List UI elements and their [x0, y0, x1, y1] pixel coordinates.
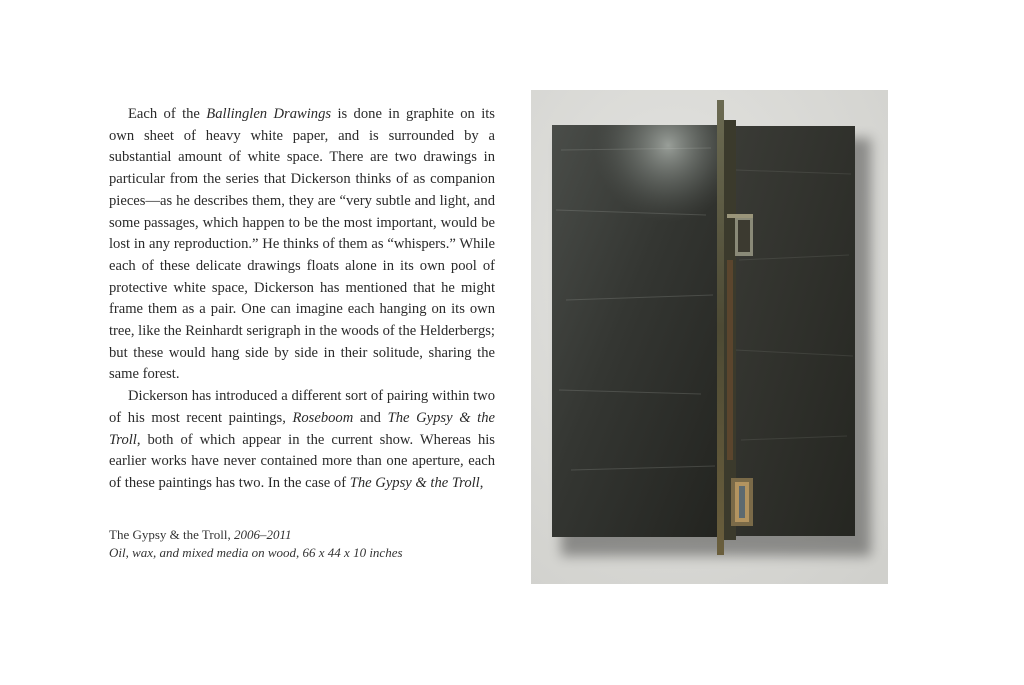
p1-text-rest: is done in graphite on its own sheet of heavy white paper, and is surrounded by a substantial amount of white space. There are two drawings in particular from the series that Dickerson thinks of as companion pieces—as he describes them, they are “very subtle and light, and some passages, which happen to be the most important, would be lost in any reproduction.” He thinks of them as “whispers.” While each of these delicate drawings floats alone in its own pool of protective white space, Dickerson has mentioned that he might frame them as a pair. One can imagine each hanging on its own tree, like the Reinhardt serigraph in the woods of the Helderbergs; but these would hang side by side in their solitude, sharing the same forest. [109, 106, 495, 383]
artwork-image [531, 90, 888, 584]
p2-text-2: and [353, 409, 388, 426]
p2-title-roseboom: Roseboom [292, 409, 354, 426]
p2-title-gypsy-troll-2: The Gypsy & the Troll [349, 474, 480, 491]
caption-title: The Gypsy & the Troll, [109, 527, 234, 542]
p2-text-1: Dickerson has introduced a different sort of pairing within two of his most recent paintings, [109, 388, 495, 426]
figure-caption [109, 526, 509, 562]
p2-title-gypsy-troll: The Gypsy & the Troll [109, 409, 495, 448]
p2-text-3: , both of which appear in the current show. Whereas his earlier works have never contained more than one aperture, each of these paintings has two. In the case of [109, 431, 495, 491]
caption-dates: 2006–2011 [233, 527, 292, 542]
paragraph-1 [109, 104, 495, 386]
p1-title-ballinglen: Ballinglen Drawings [206, 106, 332, 122]
body-text [109, 104, 495, 495]
caption-line-1 [109, 526, 509, 544]
p2-text-4: , [479, 474, 484, 491]
p1-text-start: Each of the [128, 106, 207, 122]
paragraph-2 [109, 386, 495, 495]
artwork-photo [531, 90, 888, 584]
caption-medium: Oil, wax, and mixed media on wood, 66 x 44 x 10 inches [109, 545, 403, 560]
